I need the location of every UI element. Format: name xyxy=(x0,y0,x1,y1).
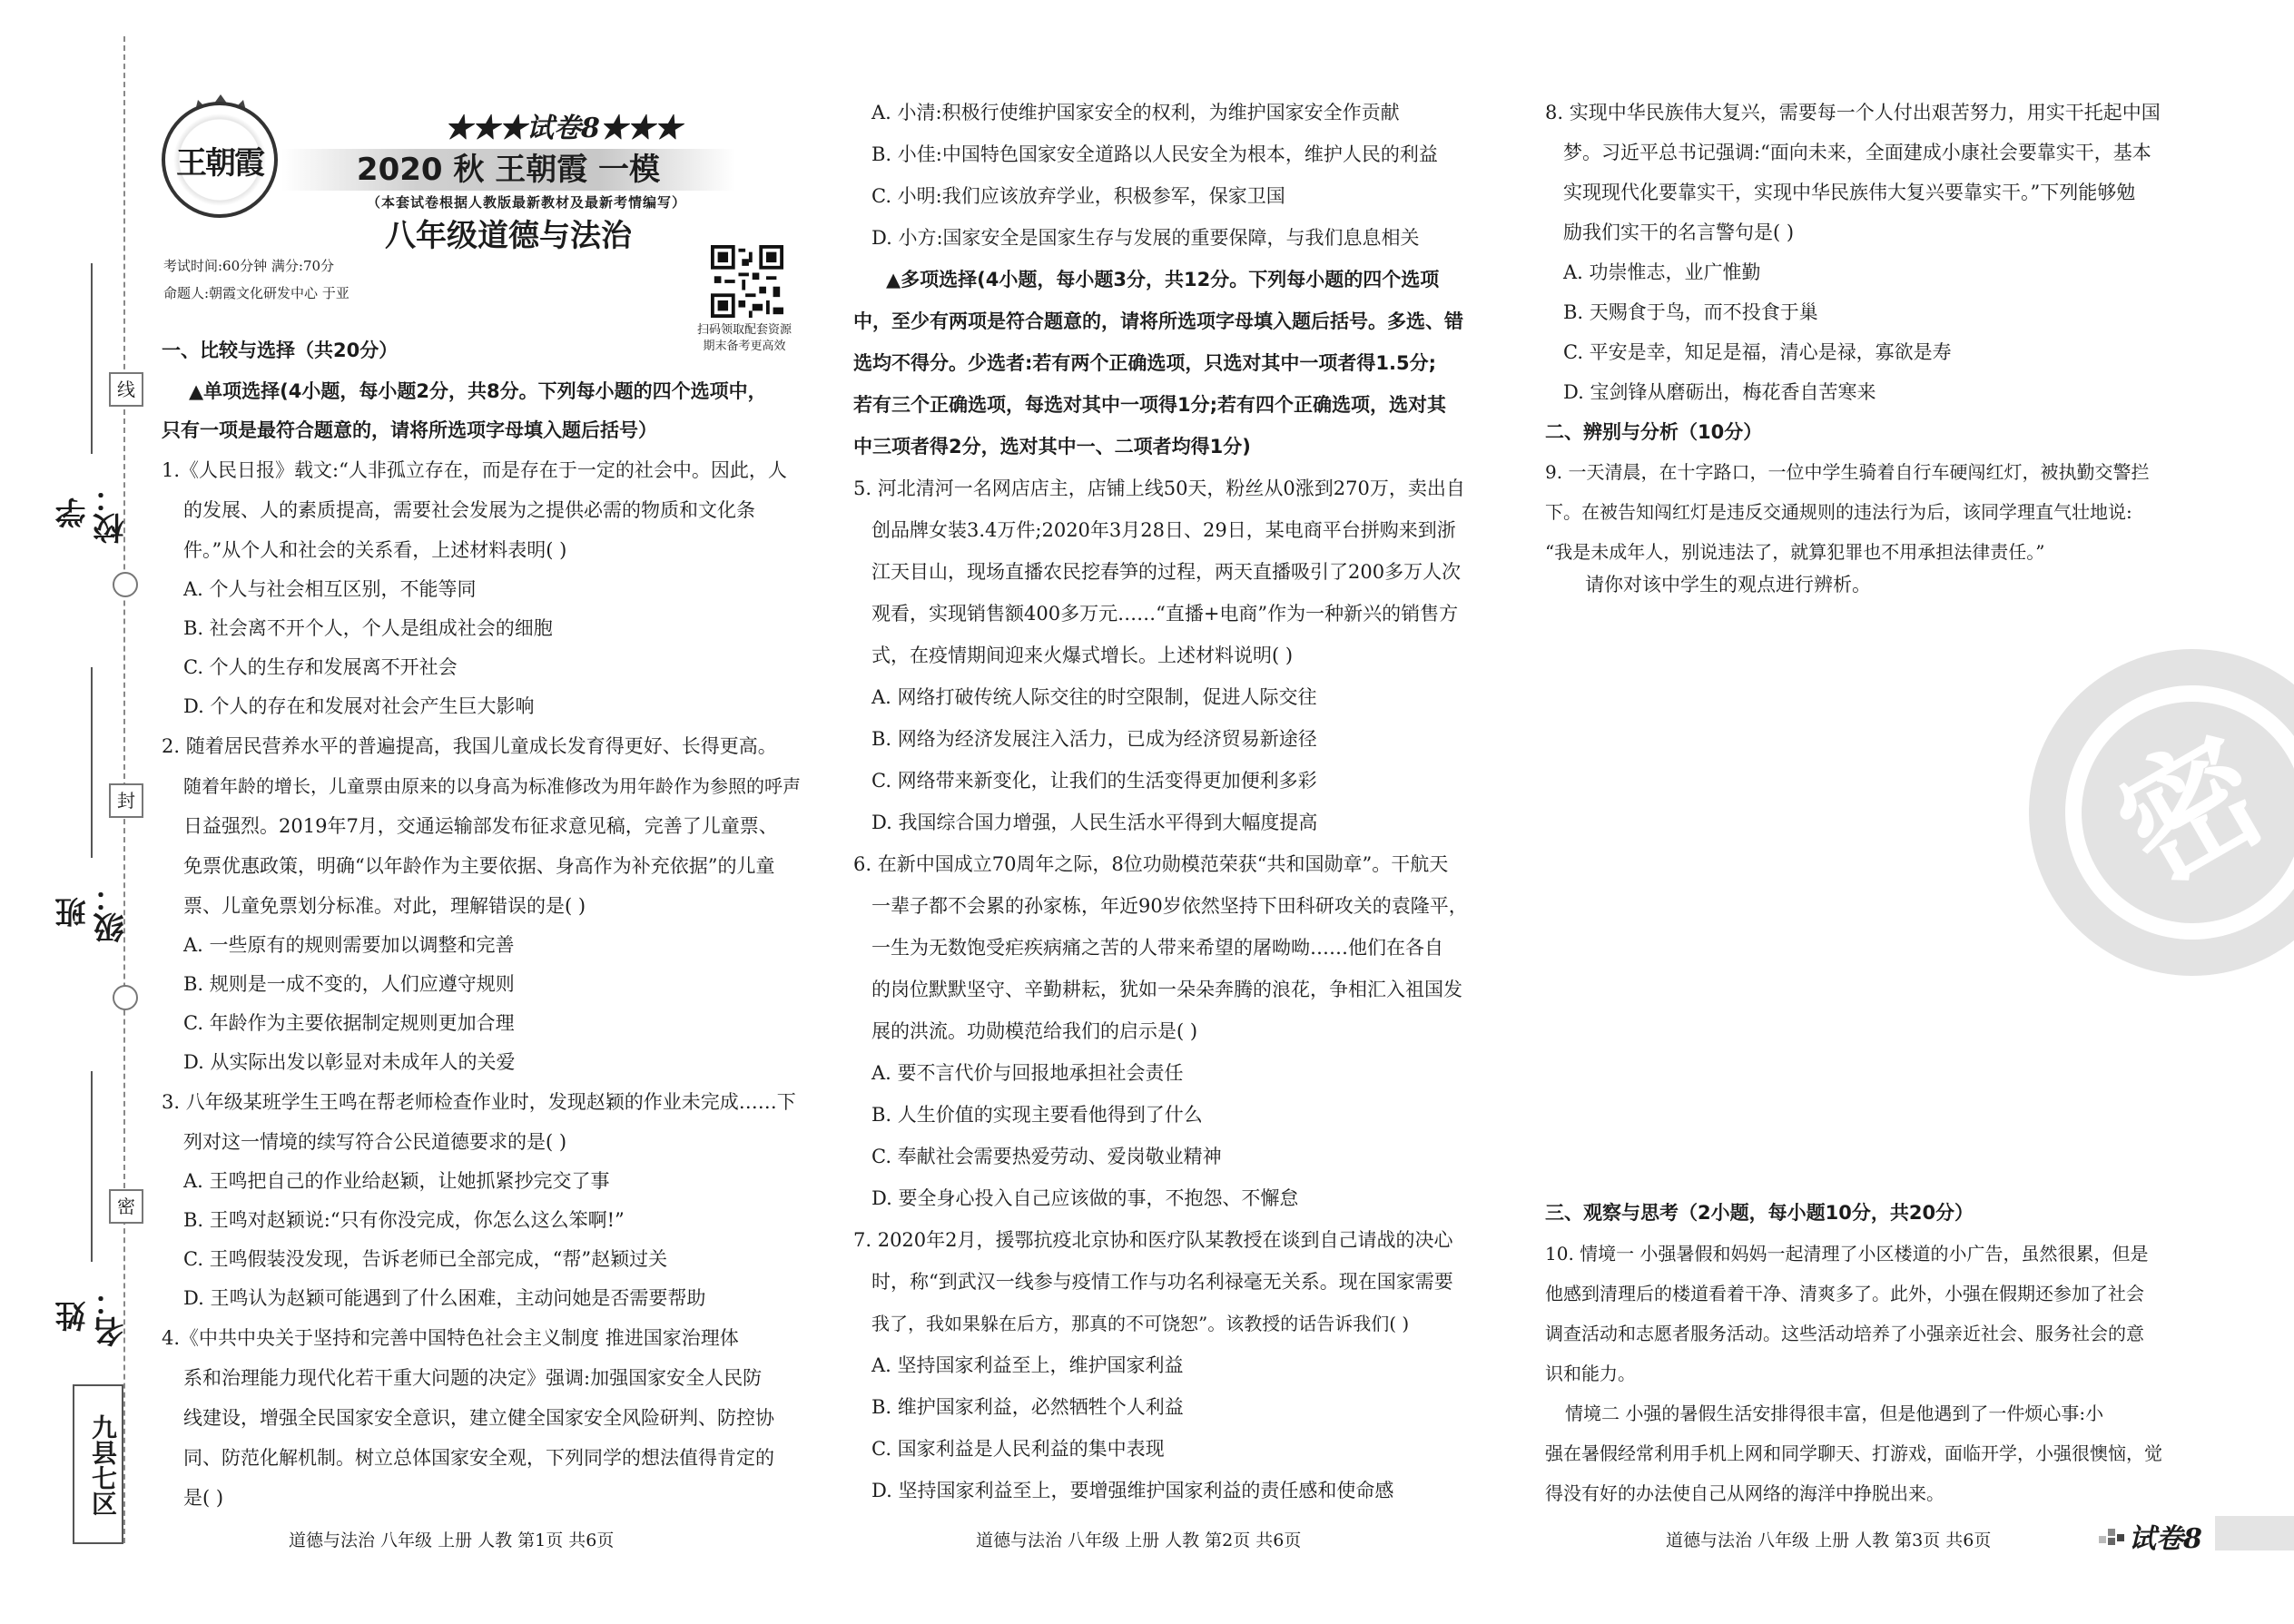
question-line: 的岗位默默坚守、辛勤耕耘，犹如一朵朵奔腾的浪花，争相汇入祖国发 xyxy=(871,979,1462,1000)
section-heading: 一、比较与选择（共20分） xyxy=(162,340,399,361)
question-line: 列对这一情境的续写符合公民道德要求的是( ) xyxy=(183,1131,567,1153)
question-line: 10. 情境一 小强暑假和妈妈一起清理了小区楼道的小广告，虽然很累，但是 xyxy=(1545,1243,2149,1265)
footer-paper-tag: 试卷8 xyxy=(2129,1523,2202,1555)
name-label: 姓名： xyxy=(55,1285,130,1347)
option-line: D. 我国综合国力增强，人民生活水平得到大幅度提高 xyxy=(871,812,1318,833)
qr-code-icon xyxy=(711,245,783,318)
option-line: B. 规则是一成不变的，人们应遵守规则 xyxy=(183,973,515,995)
exam-info: 考试时间:60分钟 满分:70分 xyxy=(163,258,335,274)
question-line: 观看，实现销售额400多万元……“直播+电商”作为一种新兴的销售方 xyxy=(871,603,1459,625)
binding-strip xyxy=(0,0,159,1624)
question-line: 式，在疫情期间迎来火爆式增长。上述材料说明( ) xyxy=(871,645,1294,666)
question-line: 得没有好的办法使自己从网络的海洋中挣脱出来。 xyxy=(1545,1482,1944,1504)
option-line: C. 小明:我们应该放弃学业，积极参军，保家卫国 xyxy=(871,185,1285,207)
question-line: 系和治理能力现代化若干重大问题的决定》强调:加强国家安全人民防 xyxy=(183,1367,763,1389)
section-heading: 三、观察与思考（2小题，每小题10分，共20分） xyxy=(1545,1202,1974,1224)
option-line: B. 天赐食于鸟，而不投食于巢 xyxy=(1563,301,1818,323)
instruction-line: 中，至少有两项是符合题意的，请将所选项字母填入题后括号。多选、错 xyxy=(853,310,1463,332)
footer-page-2: 道德与法治 八年级 上册 人教 第2页 共6页 xyxy=(976,1530,1302,1550)
option-line: A. 个人与社会相互区别，不能等同 xyxy=(183,578,477,600)
option-line: C. 奉献社会需要热爱劳动、爱岗敬业精神 xyxy=(871,1146,1222,1167)
question-line: 的发展、人的素质提高，需要社会发展为之提供必需的物质和文化条 xyxy=(183,499,755,521)
question-line: 8. 实现中华民族伟大复兴，需要每一个人付出艰苦努力，用实干托起中国 xyxy=(1545,102,2161,123)
option-line: B. 人生价值的实现主要看他得到了什么 xyxy=(871,1104,1203,1126)
instruction-line: 只有一项是最符合题意的，请将所选项字母填入题后括号） xyxy=(162,419,657,441)
option-line: A. 小清:积极行使维护国家安全的权利，为维护国家安全作贡献 xyxy=(871,102,1400,123)
question-line: 梦。习近平总书记强调:“面向未来，全面建成小康社会要靠实干，基本 xyxy=(1563,142,2151,163)
question-line: 识和能力。 xyxy=(1545,1363,1636,1384)
option-line: D. 要全身心投入自己应该做的事，不抱怨、不懈怠 xyxy=(871,1187,1299,1209)
option-line: A. 一些原有的规则需要加以调整和完善 xyxy=(183,934,515,956)
question-line: 江天目山，现场直播农民挖春笋的过程，两天直播吸引了200多万人次 xyxy=(871,561,1462,583)
question-line: “我是未成年人，别说违法了，就算犯罪也不用承担法律责任。” xyxy=(1545,541,2045,563)
question-line: 1.《人民日报》载文:“人非孤立存在，而是存在于一定的社会中。因此，人 xyxy=(162,459,787,481)
option-line: D. 坚持国家利益至上，要增强维护国家利益的责任感和使命感 xyxy=(871,1480,1394,1501)
option-line: C. 王鸣假装没发现，告诉老师已全部完成，“帮”赵颖过关 xyxy=(183,1248,668,1270)
exam-title: 2020 秋 王朝霞 一模 xyxy=(356,152,661,188)
binding-mark-top: 线 xyxy=(109,372,143,407)
footer-dots-icon xyxy=(2099,1525,2126,1545)
class-label: 班级： xyxy=(55,881,130,943)
option-line: D. 从实际出发以彰显对未成年人的关爱 xyxy=(183,1051,516,1073)
question-line: 5. 河北清河一名网店店主，店铺上线50天，粉丝从0涨到270万，卖出自 xyxy=(853,477,1465,499)
option-line: D. 宝剑锋从磨砺出，梅花香自苦寒来 xyxy=(1563,381,1876,403)
class-underline xyxy=(91,667,93,858)
question-line: 励我们实干的名言警句是( ) xyxy=(1563,221,1795,243)
question-line: 他感到清理后的楼道看着干净、清爽多了。此外，小强在假期还参加了社会 xyxy=(1545,1283,2144,1304)
question-line: 展的洪流。功勋模范给我们的启示是( ) xyxy=(871,1020,1198,1042)
binding-hole-1 xyxy=(113,572,138,597)
logo-text: 王朝霞 xyxy=(176,145,263,182)
question-line: 4.《中共中央关于坚持和完善中国特色社会主义制度 推进国家治理体 xyxy=(162,1327,739,1349)
question-line: 同、防范化解机制。树立总体国家安全观，下列同学的想法值得肯定的 xyxy=(183,1447,774,1469)
binding-hole-2 xyxy=(113,985,138,1010)
option-line: D. 个人的存在和发展对社会产生巨大影响 xyxy=(183,695,535,717)
option-line: C. 平安是幸，知足是福，清心是禄，寡欲是寿 xyxy=(1563,341,1952,363)
question-line: 一生为无数饱受疟疾病痛之苦的人带来希望的屠呦呦……他们在各自 xyxy=(871,937,1443,959)
option-line: B. 小佳:中国特色国家安全道路以人民安全为根本，维护人民的利益 xyxy=(871,143,1438,165)
option-line: B. 社会离不开个人，个人是组成社会的细胞 xyxy=(183,617,553,639)
option-line: C. 个人的生存和发展离不开社会 xyxy=(183,656,458,678)
option-line: C. 网络带来新变化，让我们的生活变得更加便利多彩 xyxy=(871,770,1317,792)
question-line: 实现现代化要靠实干，实现中华民族伟大复兴要靠实干。”下列能够勉 xyxy=(1563,182,2136,203)
option-line: C. 年龄作为主要依据制定规则更加合理 xyxy=(183,1012,515,1034)
school-underline xyxy=(91,263,93,454)
option-line: B. 网络为经济发展注入活力，已成为经济贸易新途径 xyxy=(871,728,1317,750)
watermark-char: 密 xyxy=(2093,709,2290,914)
region-box: 九县七区 xyxy=(73,1384,123,1544)
question-line: 7. 2020年2月，援鄂抗疫北京协和医疗队某教授在谈到自己请战的决心 xyxy=(853,1229,1453,1251)
question-line: 请你对该中学生的观点进行辨析。 xyxy=(1585,574,1871,595)
footer-page-3: 道德与法治 八年级 上册 人教 第3页 共6页 xyxy=(1666,1530,1992,1550)
question-line: 调查活动和志愿者服务活动。这些活动培养了小强亲近社会、服务社会的意 xyxy=(1545,1323,2144,1344)
instruction-line: 选均不得分。少选者:若有两个正确选项，只选对其中一项者得1.5分; xyxy=(853,352,1436,374)
option-line: C. 国家利益是人民利益的集中表现 xyxy=(871,1438,1165,1460)
question-line: 9. 一天清晨，在十字路口，一位中学生骑着自行车硬闯红灯，被执勤交警拦 xyxy=(1545,461,2150,483)
question-line: 3. 八年级某班学生王鸣在帮老师检查作业时，发现赵颖的作业未完成……下 xyxy=(162,1091,796,1113)
instruction-line: 中三项者得2分，选对其中一、二项者均得1分) xyxy=(853,436,1251,458)
binding-mark-mid: 封 xyxy=(109,783,143,818)
question-line: 件。”从个人和社会的关系看，上述材料表明( ) xyxy=(183,539,567,561)
section-heading: 二、辨别与分析（10分） xyxy=(1545,421,1763,443)
confidential-seal-icon xyxy=(2020,640,2294,985)
subject-title: 八年级道德与法治 xyxy=(385,218,632,254)
instruction-line: ▲多项选择(4小题，每小题3分，共12分。下列每小题的四个选项 xyxy=(886,269,1440,290)
question-line: 下。在被告知闯红灯是违反交通规则的违法行为后，该同学理直气壮地说: xyxy=(1545,501,2132,523)
question-line: 随着年龄的增长，儿童票由原来的以身高为标准修改为用年龄作为参照的呼声 xyxy=(183,775,801,797)
question-line: 日益强烈。2019年7月，交通运输部发布征求意见稿，完善了儿童票、 xyxy=(183,815,778,837)
exam-subtitle: （本套试卷根据人教版最新教材及最新考情编写） xyxy=(366,194,686,211)
option-line: A. 要不言代价与回报地承担社会责任 xyxy=(871,1062,1184,1084)
footer-page-1: 道德与法治 八年级 上册 人教 第1页 共6页 xyxy=(289,1530,615,1550)
school-label: 学校： xyxy=(55,482,130,544)
qr-note-line-1: 扫码领取配套资源 xyxy=(696,323,792,337)
qr-note xyxy=(685,322,803,355)
instruction-line: ▲单项选择(4小题，每小题2分，共8分。下列每小题的四个选项中， xyxy=(189,380,767,402)
binding-mark-bot: 密 xyxy=(109,1189,143,1224)
option-line: D. 王鸣认为赵颖可能遇到了什么困难，主动问她是否需要帮助 xyxy=(183,1287,706,1309)
brand-logo xyxy=(162,102,278,218)
question-line: 2. 随着居民营养水平的普遍提高，我国儿童成长发育得更好、长得更高。 xyxy=(162,735,777,757)
question-line: 一辈子都不会累的孙家栋，年近90岁依然坚持下田科研攻关的袁隆平， xyxy=(871,895,1468,917)
option-line: D. 小方:国家安全是国家生存与发展的重要保障，与我们息息相关 xyxy=(871,227,1420,249)
author-info: 命题人:朝霞文化研发中心 于亚 xyxy=(163,285,350,301)
question-line: 线建设，增强全民国家安全意识，建立健全国家安全风险研判、防控协 xyxy=(183,1407,774,1429)
question-line: 强在暑假经常利用手机上网和同学聊天、打游戏，面临开学，小强很懊恼，觉 xyxy=(1545,1442,2162,1464)
question-line: 6. 在新中国成立70周年之际，8位功勋模范荣获“共和国勋章”。干航天 xyxy=(853,853,1449,875)
question-line: 创品牌女装3.4万件;2020年3月28日、29日，某电商平台拼购来到浙 xyxy=(871,519,1456,541)
option-line: A. 坚持国家利益至上，维护国家利益 xyxy=(871,1354,1184,1376)
option-line: A. 王鸣把自己的作业给赵颖，让她抓紧抄完交了事 xyxy=(183,1170,610,1192)
question-line: 情境二 小强的暑假生活安排得很丰富，但是他遇到了一件烦心事:小 xyxy=(1565,1403,2104,1424)
name-underline xyxy=(91,1071,93,1262)
footer-bar xyxy=(2215,1516,2294,1550)
question-line: 是( ) xyxy=(183,1487,224,1509)
question-line: 我了，我如果躲在后方，那真的不可饶恕”。该教授的话告诉我们( ) xyxy=(871,1313,1410,1334)
option-line: A. 功崇惟志，业广惟勤 xyxy=(1563,261,1761,283)
option-line: B. 维护国家利益，必然牺牲个人利益 xyxy=(871,1396,1184,1418)
option-line: B. 王鸣对赵颖说:“只有你没完成，你怎么这么笨啊!” xyxy=(183,1209,625,1231)
question-line: 免票优惠政策，明确“以年龄作为主要依据、身高作为补充依据”的儿童 xyxy=(183,855,775,877)
instruction-line: 若有三个正确选项，每选对其中一项得1分;若有四个正确选项，选对其 xyxy=(853,394,1447,416)
question-line: 票、儿童免票划分标准。对此，理解错误的是( ) xyxy=(183,895,586,917)
question-line: 时，称“到武汉一线参与疫情工作与功名利禄毫无关系。现在国家需要 xyxy=(871,1271,1453,1293)
qr-note-line-2: 期末备考更高效 xyxy=(703,340,786,353)
option-line: A. 网络打破传统人际交往的时空限制，促进人际交往 xyxy=(871,686,1317,708)
paper-tag: ★★★试卷8★★★ xyxy=(445,113,682,144)
